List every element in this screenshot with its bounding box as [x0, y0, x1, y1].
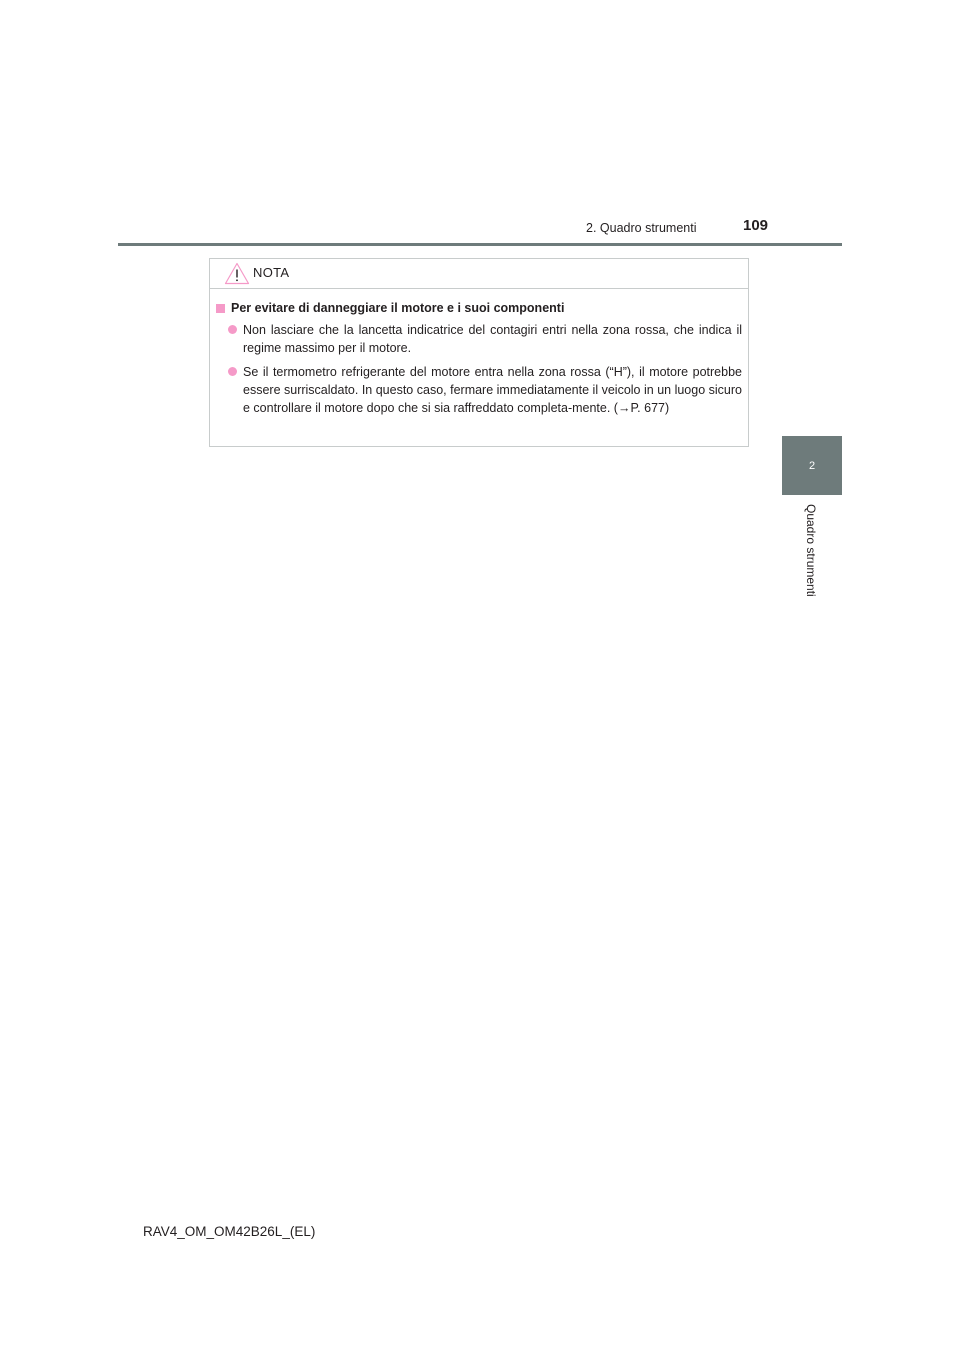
square-bullet-icon	[216, 304, 225, 313]
chapter-tab	[782, 436, 842, 495]
warning-triangle-icon	[224, 262, 250, 285]
footer-document-code: RAV4_OM_OM42B26L_(EL)	[143, 1224, 316, 1239]
notice-header	[210, 259, 748, 289]
page-number: 109	[743, 217, 769, 234]
notice-title: NOTA	[253, 265, 290, 280]
notice-box	[209, 258, 749, 447]
list-item	[216, 363, 742, 417]
header-section-title: 2. Quadro strumenti	[586, 221, 697, 235]
circle-bullet-icon	[228, 325, 237, 334]
section-heading-text: Per evitare di danneggiare il motore e i suoi componenti	[231, 301, 565, 315]
list-item-text: Non lasciare che la lancetta indicatrice del contagiri entri nella zona rossa, che indica il regime massimo per il motore.	[243, 323, 742, 355]
notice-body	[210, 289, 748, 417]
circle-bullet-icon	[228, 367, 237, 376]
chapter-number: 2	[808, 459, 816, 472]
notice-section-heading	[216, 301, 742, 315]
list-item-text: Se il termometro refrigerante del motore entra nella zona rossa (“H”), il motore potrebbe essere surriscaldato. In questo caso, fermare immediatamente il veicolo in un luogo sicuro e controllare il motore dopo che si sia raffreddato completa-mente. (→P. 677)	[243, 365, 742, 415]
list-item	[216, 321, 742, 357]
chapter-side-title: Quadro strumenti	[804, 504, 818, 597]
header-divider	[118, 243, 842, 246]
